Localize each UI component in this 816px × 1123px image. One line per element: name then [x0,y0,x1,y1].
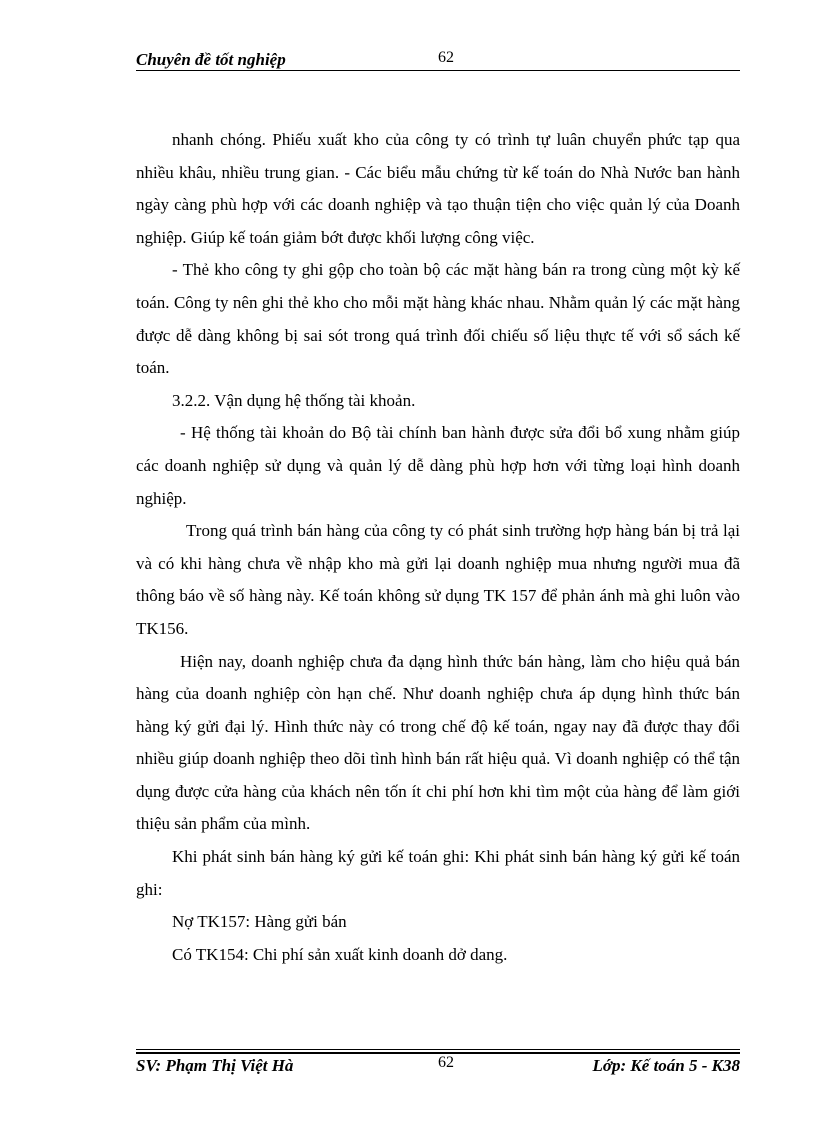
paragraph-5: Hiện nay, doanh nghiệp chưa đa dạng hình thức bán hàng, làm cho hiệu quả bán hàng của doanh nghiệp còn hạn chế. Như doanh nghiệp chưa áp dụng hình thức bán hàng ký gửi đại lý. Hình thức này có trong chế độ kế toán, ngay nay đã được thay đổi nhiều giúp doanh nghiệp theo dõi tình hình bán rất hiệu quả. Vì doanh nghiệp có thể tận dụng được cửa hàng của khách nên tốn ít chi phí hơn khi tìm một của hàng để làm giới thiệu sản phẩm của mình. [136,651,740,834]
paragraph-3: - Hệ thống tài khoản do Bộ tài chính ban hành được sửa đổi bổ xung nhằm giúp các doanh nghiệp sử dụng và quản lý dễ dàng phù hợp hơn với từng loại hình doanh nghiệp. [136,423,740,508]
page-footer [136,1054,740,1082]
document-body [136,124,740,971]
header-page-number: 62 [438,49,454,66]
footer-divider-thin [136,1049,740,1050]
footer-class: Lớp: Kế toán 5 - K38 [592,1056,740,1075]
footer-student: SV: Phạm Thị Việt Hà [136,1056,294,1075]
paragraph-1: nhanh chóng. Phiếu xuất kho của công ty có trình tự luân chuyển phức tạp qua nhiều khâu, nhiều trung gian. - Các biểu mẫu chứng từ kế toán do Nhà Nước ban hành ngày càng phù hợp với các doanh nghiệp và tạo thuận tiện cho việc quản lý của Doanh nghiệp. Giúp kế toán giảm bớt được khối lượng công việc. [136,130,740,247]
entry-credit: Có TK154: Chi phí sản xuất kinh doanh dở dang. [172,944,508,964]
footer-page-number: 62 [438,1054,454,1071]
header-title: Chuyên đề tốt nghiệp [136,50,286,69]
section-heading: 3.2.2. Vận dụng hệ thống tài khoản. [172,390,416,410]
paragraph-4: Trong quá trình bán hàng của công ty có phát sinh trường hợp hàng bán bị trả lại và có khi hàng chưa về nhập kho mà gửi lại doanh nghiệp mua nhưng người mua đã thông báo về số hàng này. Kế toán không sử dụng TK 157 để phản ánh mà ghi luôn vào TK156. [136,521,740,638]
entry-debit: Nợ TK157: Hàng gửi bán [172,912,347,932]
paragraph-6: Khi phát sinh bán hàng ký gửi kế toán ghi: Khi phát sinh bán hàng ký gửi kế toán ghi: [136,847,740,899]
header-divider [136,70,740,71]
paragraph-2: - Thẻ kho công ty ghi gộp cho toàn bộ các mặt hàng bán ra trong cùng một kỳ kế toán. Công ty nên ghi thẻ kho cho mỗi mặt hàng khác nhau. Nhằm quản lý các mặt hàng được dễ dàng không bị sai sót trong quá trình đối chiếu số liệu thực tế với sổ sách kế toán. [136,260,740,378]
